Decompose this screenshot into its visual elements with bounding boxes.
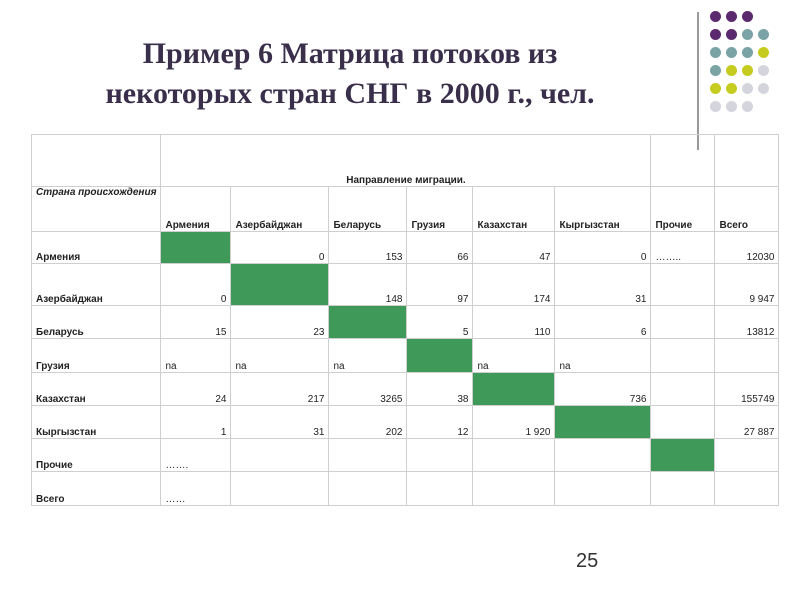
table-header-row-columns: [32, 187, 779, 232]
diagonal-cell: [231, 264, 329, 306]
table-cell: 110: [473, 306, 555, 339]
table-cell: na: [231, 339, 329, 373]
title-line-2: некоторых стран СНГ в 2000 г., чел.: [105, 77, 595, 110]
table-cell: 0: [555, 232, 651, 264]
row-header: Кыргызстан: [32, 406, 161, 439]
row-header: Казахстан: [32, 373, 161, 406]
table-cell: 155749: [715, 373, 779, 406]
header-blank-cell: [715, 135, 779, 187]
table-cell: 6: [555, 306, 651, 339]
diagonal-cell: [651, 439, 715, 472]
table-row: [32, 339, 779, 373]
page-number: 25: [576, 550, 599, 572]
table-cell: [473, 472, 555, 506]
table-cell: 24: [161, 373, 231, 406]
table-cell: 1: [161, 406, 231, 439]
decor-dot: [726, 83, 737, 94]
decor-dot: [726, 101, 737, 112]
table-cell: [329, 439, 407, 472]
table-cell: [651, 406, 715, 439]
decor-dot: [710, 29, 721, 40]
table-cell: 174: [473, 264, 555, 306]
table-cell: 1 920: [473, 406, 555, 439]
diagonal-cell: [555, 406, 651, 439]
table-cell: 202: [329, 406, 407, 439]
table-cell: [651, 339, 715, 373]
column-header: Прочие: [651, 187, 715, 232]
column-header: Беларусь: [329, 187, 407, 232]
table-cell: 13812: [715, 306, 779, 339]
table-cell: na: [473, 339, 555, 373]
slide-title: [40, 34, 660, 114]
table-cell: 31: [231, 406, 329, 439]
table-cell: [473, 439, 555, 472]
decor-dot: [710, 11, 721, 22]
table-cell: 0: [161, 264, 231, 306]
row-header: Всего: [32, 472, 161, 506]
decor-dot: [758, 29, 769, 40]
decor-dot: [758, 65, 769, 76]
table-cell: [651, 306, 715, 339]
table-row: [32, 306, 779, 339]
table-cell: 15: [161, 306, 231, 339]
diagonal-cell: [329, 306, 407, 339]
corner-cell: [32, 135, 161, 187]
row-header: Беларусь: [32, 306, 161, 339]
decor-dot: [742, 29, 753, 40]
decor-dot: [726, 47, 737, 58]
decor-dot: [758, 47, 769, 58]
table-cell: [715, 339, 779, 373]
table-cell: [329, 472, 407, 506]
decor-dot: [726, 29, 737, 40]
table-row: [32, 232, 779, 264]
table-cell: 736: [555, 373, 651, 406]
table-cell: 23: [231, 306, 329, 339]
table-cell: 217: [231, 373, 329, 406]
table-cell: [407, 472, 473, 506]
column-header: Грузия: [407, 187, 473, 232]
table-row: [32, 264, 779, 306]
decor-dot: [710, 83, 721, 94]
direction-header: Направление миграции.: [161, 135, 651, 187]
row-header: Прочие: [32, 439, 161, 472]
column-header: Армения: [161, 187, 231, 232]
decor-dot: [710, 101, 721, 112]
table-cell: [715, 472, 779, 506]
table-cell: [651, 373, 715, 406]
table-cell: [715, 439, 779, 472]
diagonal-cell: [161, 232, 231, 264]
table-cell: [651, 264, 715, 306]
table-cell: 12: [407, 406, 473, 439]
title-line-1: Пример 6 Матрица потоков из: [142, 37, 558, 70]
migration-matrix-table: [31, 134, 779, 506]
table-cell: 148: [329, 264, 407, 306]
row-header: Грузия: [32, 339, 161, 373]
decor-dot: [710, 65, 721, 76]
table-cell: 27 887: [715, 406, 779, 439]
table-row: [32, 406, 779, 439]
table-cell: …….: [161, 439, 231, 472]
table-row: [32, 439, 779, 472]
decor-dot: [742, 101, 753, 112]
decor-dot: [710, 47, 721, 58]
table-cell: na: [161, 339, 231, 373]
header-blank-cell: [651, 135, 715, 187]
column-header: Азербайджан: [231, 187, 329, 232]
table-cell: 47: [473, 232, 555, 264]
table-row: [32, 373, 779, 406]
table-header-row-top: [32, 135, 779, 187]
decor-dot: [726, 65, 737, 76]
table-cell: ……..: [651, 232, 715, 264]
table-cell: ……: [161, 472, 231, 506]
row-header: Армения: [32, 232, 161, 264]
column-header: Казахстан: [473, 187, 555, 232]
table-cell: 66: [407, 232, 473, 264]
decor-dot: [742, 65, 753, 76]
table-row: [32, 472, 779, 506]
table-cell: 3265: [329, 373, 407, 406]
decor-dot: [742, 83, 753, 94]
decor-dot: [758, 83, 769, 94]
decor-dot: [726, 11, 737, 22]
decor-vertical-line: [697, 12, 699, 150]
decor-dot: [742, 47, 753, 58]
column-header: Кыргызстан: [555, 187, 651, 232]
table-cell: 12030: [715, 232, 779, 264]
table-cell: 31: [555, 264, 651, 306]
table-cell: [231, 439, 329, 472]
origin-header: Страна происхождения: [32, 187, 161, 232]
decor-dot: [742, 11, 753, 22]
table-cell: 0: [231, 232, 329, 264]
row-header: Азербайджан: [32, 264, 161, 306]
table-cell: na: [555, 339, 651, 373]
table-cell: [231, 472, 329, 506]
table-cell: [555, 472, 651, 506]
table-cell: 97: [407, 264, 473, 306]
column-header: Всего: [715, 187, 779, 232]
table-cell: 38: [407, 373, 473, 406]
diagonal-cell: [407, 339, 473, 373]
table-cell: [555, 439, 651, 472]
table-cell: 5: [407, 306, 473, 339]
table-cell: [651, 472, 715, 506]
table-cell: 153: [329, 232, 407, 264]
diagonal-cell: [473, 373, 555, 406]
table-cell: [407, 439, 473, 472]
table-cell: 9 947: [715, 264, 779, 306]
table-cell: na: [329, 339, 407, 373]
